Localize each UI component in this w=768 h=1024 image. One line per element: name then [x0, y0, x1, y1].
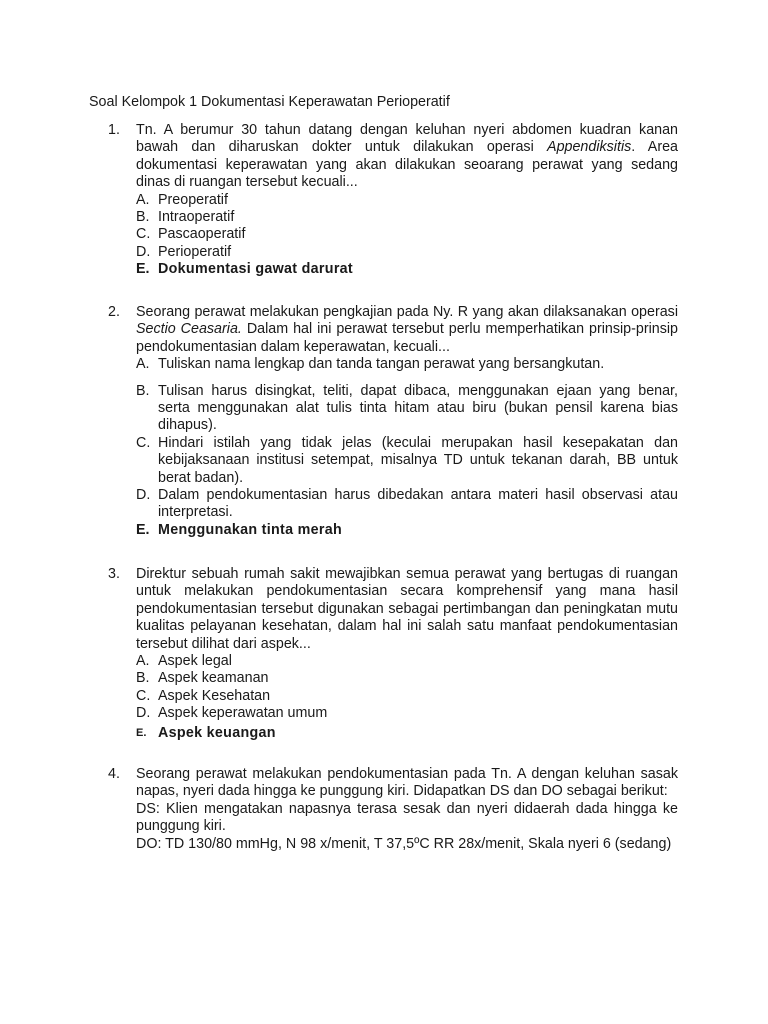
question-number: 4. — [108, 766, 120, 782]
question-text: Seorang perawat melakukan pendokumentasian pada Tn. A dengan keluhan sasak napas, nyeri dada hingga ke punggung kiri. Didapatkan DS dan DO sebagai berikut: DS: Klien mengatakan napasnya terasa sesak dan nyeri didaerah dada hingga ke punggung kiri. DO: TD 130/80 mmHg, N 98 x/menit, T 37,5ºC RR 28x/menit, Skala nyeri 6 (sedang) — [136, 766, 678, 852]
answer-option-e: E. Menggunakan tinta merah — [136, 521, 343, 538]
option-a: A. Tuliskan nama lengkap dan tanda tangan perawat yang bersangkutan. — [136, 356, 605, 373]
question-1 — [108, 122, 678, 279]
answer-option-e: E. Aspek keuangan — [136, 724, 276, 741]
answer-option-e: E. Dokumentasi gawat darurat — [136, 261, 353, 278]
option-c: C. Hindari istilah yang tidak jelas (keculai merupakan hasil kesepakatan dan kebijaksanaan institusi setempat, misalnya TD untuk tekanan darah, BB untuk berat badan). — [136, 434, 678, 486]
subjective-data: DS: Klien mengatakan napasnya terasa sesak dan nyeri didaerah dada hingga ke punggung kiri. — [136, 800, 678, 835]
question-3 — [108, 566, 678, 742]
option-a: A. Preoperatif — [136, 191, 228, 208]
option-c: C. Pascaoperatif — [136, 226, 246, 243]
option-b: B. Intraoperatif — [136, 209, 235, 226]
question-2 — [108, 304, 678, 539]
option-list — [136, 192, 678, 279]
question-text: Tn. A berumur 30 tahun datang dengan keluhan nyeri abdomen kuadran kanan bawah dan diharuskan dokter untuk dilakukan operasi Appendiksitis. Area dokumentasi keperawatan yang akan dilakukan seoarang perawat yang sedang dinas di ruangan tersebut kecuali... — [136, 122, 678, 191]
option-list — [136, 356, 678, 539]
option-d: D. Perioperatif — [136, 243, 232, 260]
option-list — [136, 653, 678, 742]
question-text: Direktur sebuah rumah sakit mewajibkan semua perawat yang bertugas di ruangan untuk melakukan pendokumentasian secara komprehensif yang mana hasil pendokumentasian tersebut digunakan sebagai pertimbangan dan peningkatan mutu kualitas pelayanan kesehatan, dalam hal ini salah satu manfaat pendokumentasian tersebut dilihat dari aspek... — [136, 566, 678, 652]
question-4 — [108, 766, 678, 853]
question-number: 1. — [108, 122, 120, 138]
option-d: D. Dalam pendokumentasian harus dibedakan antara materi hasil observasi atau interpretasi. — [136, 487, 678, 521]
option-b: B. Aspek keamanan — [136, 670, 269, 687]
option-c: C. Aspek Kesehatan — [136, 687, 271, 704]
objective-data: DO: TD 130/80 mmHg, N 98 x/menit, T 37,5ºC RR 28x/menit, Skala nyeri 6 (sedang) — [136, 835, 672, 852]
option-d: D. Aspek keperawatan umum — [136, 705, 328, 722]
document-title: Soal Kelompok 1 Dokumentasi Keperawatan Perioperatif — [89, 94, 450, 110]
option-b: B. Tulisan harus disingkat, teliti, dapat dibaca, menggunakan ejaan yang benar, serta menggunakan alat tulis tinta hitam atau biru (bukan pensil karena bias dihapus). — [136, 382, 678, 434]
question-number: 2. — [108, 304, 120, 320]
question-text: Seorang perawat melakukan pengkajian pada Ny. R yang akan dilaksanakan operasi Sectio Ceasaria. Dalam hal ini perawat tersebut perlu memperhatikan prinsip-prinsip pendokumentasian dalam keperawatan, kecuali... — [136, 304, 678, 355]
option-a: A. Aspek legal — [136, 653, 232, 670]
question-number: 3. — [108, 566, 120, 582]
